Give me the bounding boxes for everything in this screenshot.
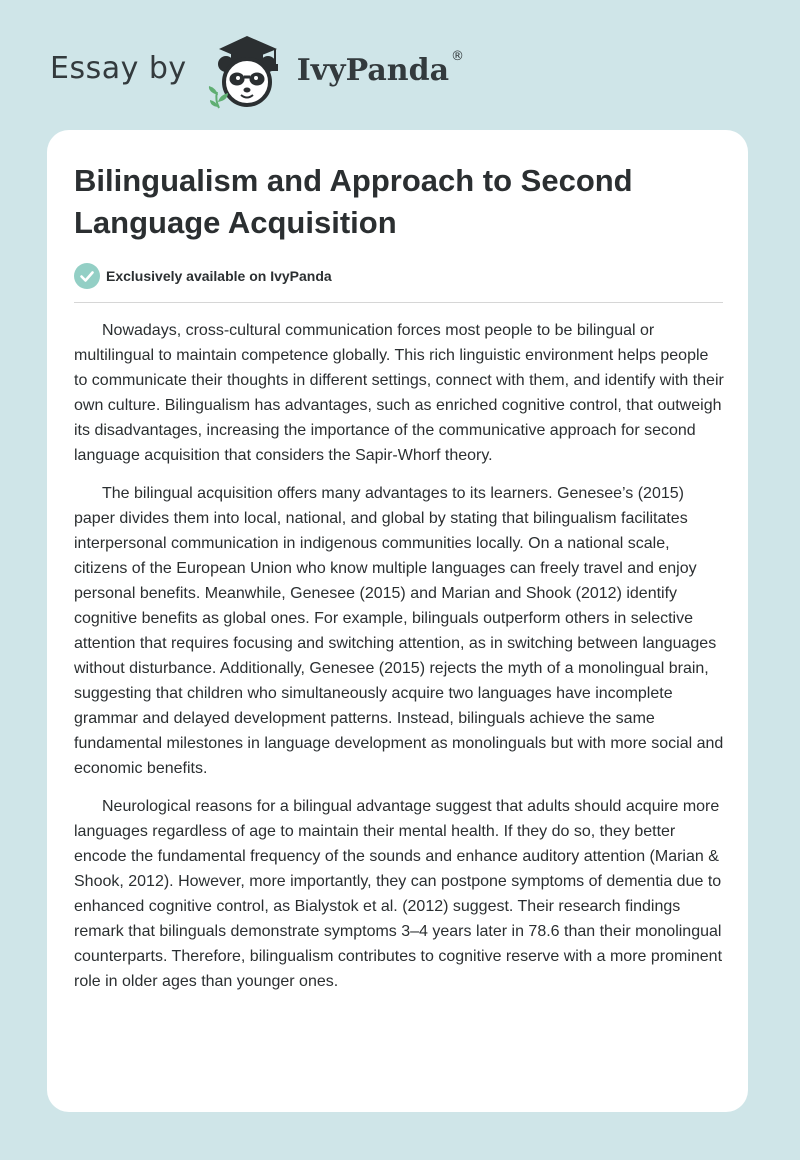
essay-paragraph: Nowadays, cross-cultural communication forces most people to be bilingual or multilingual to maintain competence globally. This rich linguistic environment helps people to communicate their thoughts in different settings, connect with them, and identify with their own culture. Bilingualism has advantages, such as enriched cognitive control, that outweigh its disadvantages, increasing the importance of the communicative approach for second language acquisition that considers the Sapir-Whorf theory. [74,322,724,464]
divider [74,302,723,303]
badge-text: Exclusively available on IvyPanda [106,268,332,284]
registered-mark: ® [451,48,465,64]
essay-paragraph: Neurological reasons for a bilingual advantage suggest that adults should acquire more languages regardless of age to maintain their mental health. If they do so, they better encode the fundamental frequency of the sounds and enhance auditory attention (Marian & Shook, 2012). However, more importantly, they can postpone symptoms of dementia due to enhanced cognitive control, as Bialystok et al. (2012) suggest. Their research findings remark that bilinguals demonstrate symptoms 3–4 years later in 78.6 than their monolingual counterparts. Therefore, bilingualism contributes to cognitive reserve with a more prominent role in older ages than younger ones. [74,798,723,990]
essay-card [47,130,748,1112]
panda-graduate-logo-icon[interactable] [201,32,293,112]
essay-body [74,318,726,1007]
essay-paragraph: The bilingual acquisition offers many advantages to its learners. Genesee’s (2015) paper divides them into local, national, and global by stating that bilingualism facilitates interpersonal communication in indigenous communities locally. On a national scale, citizens of the European Union who know multiple languages can freely travel and enjoy personal benefits. Meanwhile, Genesee (2015) and Marian and Shook (2012) identify cognitive benefits as global ones. For example, bilinguals outperform others in selective attention that requires focusing and switching attention, as in switching between languages without disturbance. Additionally, Genesee (2015) rejects the myth of a monolingual brain, suggesting that children who simultaneously acquire two languages have incomplete grammar and delayed development patterns. Instead, bilinguals achieve the same fundamental milestones in language development as monolinguals but with more social and economic benefits. [74,485,724,777]
brand-name: IvyPanda [296,52,450,88]
essay-title: Bilingualism and Approach to Second Language Acquisition [74,163,633,240]
site-header [50,32,464,112]
exclusive-badge [74,263,332,289]
check-icon [74,263,100,289]
brand-prefix: Essay by [50,50,187,86]
